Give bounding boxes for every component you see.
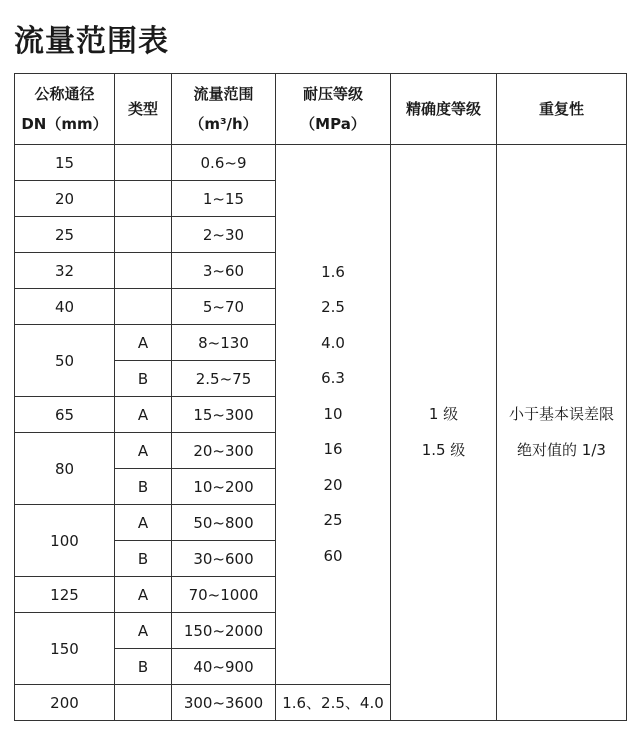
dn-cell: 25 bbox=[15, 217, 115, 253]
dn-cell: 15 bbox=[15, 145, 115, 181]
flow-cell: 150~2000 bbox=[172, 613, 276, 649]
pressure-value: 20 bbox=[323, 475, 343, 494]
repeat-line: 绝对值的 1/3 bbox=[517, 440, 606, 459]
type-cell bbox=[115, 181, 172, 217]
flow-cell: 0.6~9 bbox=[172, 145, 276, 181]
dn-cell: 20 bbox=[15, 181, 115, 217]
header-flow-line1: 流量范围 bbox=[193, 85, 254, 103]
flow-cell: 2.5~75 bbox=[172, 361, 276, 397]
flow-cell: 10~200 bbox=[172, 469, 276, 505]
type-cell: A bbox=[115, 433, 172, 469]
flow-cell: 50~800 bbox=[172, 505, 276, 541]
type-cell: B bbox=[115, 469, 172, 505]
header-pressure bbox=[276, 74, 391, 145]
dn-cell: 40 bbox=[15, 289, 115, 325]
dn-cell: 200 bbox=[15, 685, 115, 721]
dn-cell: 150 bbox=[15, 613, 115, 685]
accuracy-value: 1.5 级 bbox=[421, 440, 466, 459]
header-dn-line1: 公称通径 bbox=[34, 85, 95, 103]
pressure-cell bbox=[276, 145, 391, 685]
pressure-value: 1.6 bbox=[321, 262, 345, 281]
pressure-value: 10 bbox=[323, 404, 343, 423]
type-cell: B bbox=[115, 649, 172, 685]
flow-cell: 20~300 bbox=[172, 433, 276, 469]
table-row bbox=[15, 145, 627, 181]
accuracy-value: 1 级 bbox=[428, 405, 459, 423]
pressure-value: 4.0 bbox=[321, 333, 345, 352]
header-type: 类型 bbox=[115, 74, 172, 145]
pressure-value: 2.5 bbox=[321, 298, 345, 317]
flow-cell: 40~900 bbox=[172, 649, 276, 685]
pressure-value: 6.3 bbox=[321, 369, 345, 388]
type-cell bbox=[115, 253, 172, 289]
type-cell: B bbox=[115, 541, 172, 577]
type-cell: A bbox=[115, 613, 172, 649]
type-cell bbox=[115, 217, 172, 253]
header-dn-line2: DN（mm） bbox=[21, 115, 108, 133]
header-row bbox=[15, 74, 627, 145]
accuracy-cell bbox=[391, 145, 497, 721]
type-cell: A bbox=[115, 325, 172, 361]
flow-cell: 15~300 bbox=[172, 397, 276, 433]
flow-range-table bbox=[14, 73, 627, 721]
type-cell: A bbox=[115, 397, 172, 433]
type-cell: B bbox=[115, 361, 172, 397]
page-title: 流量范围表 bbox=[14, 24, 169, 59]
header-pressure-line1: 耐压等级 bbox=[302, 85, 363, 103]
flow-cell: 30~600 bbox=[172, 541, 276, 577]
pressure-value: 25 bbox=[323, 511, 343, 530]
header-repeat: 重复性 bbox=[497, 74, 627, 145]
pressure-value: 16 bbox=[323, 440, 343, 459]
dn-cell: 80 bbox=[15, 433, 115, 505]
header-accuracy: 精确度等级 bbox=[391, 74, 497, 145]
flow-cell: 3~60 bbox=[172, 253, 276, 289]
flow-cell: 1~15 bbox=[172, 181, 276, 217]
header-flow bbox=[172, 74, 276, 145]
flow-cell: 2~30 bbox=[172, 217, 276, 253]
type-cell bbox=[115, 289, 172, 325]
flow-cell: 8~130 bbox=[172, 325, 276, 361]
pressure-cell-dn200: 1.6、2.5、4.0 bbox=[276, 685, 391, 721]
dn-cell: 65 bbox=[15, 397, 115, 433]
header-flow-line2: （m³/h） bbox=[189, 115, 258, 133]
flow-cell: 300~3600 bbox=[172, 685, 276, 721]
type-cell: A bbox=[115, 577, 172, 613]
repeat-cell bbox=[497, 145, 627, 721]
dn-cell: 50 bbox=[15, 325, 115, 397]
type-cell: A bbox=[115, 505, 172, 541]
dn-cell: 100 bbox=[15, 505, 115, 577]
header-pressure-line2: （MPa） bbox=[300, 115, 366, 133]
dn-cell: 32 bbox=[15, 253, 115, 289]
type-cell bbox=[115, 685, 172, 721]
type-cell bbox=[115, 145, 172, 181]
dn-cell: 125 bbox=[15, 577, 115, 613]
flow-cell: 70~1000 bbox=[172, 577, 276, 613]
header-dn bbox=[15, 74, 115, 145]
repeat-line: 小于基本误差限 bbox=[508, 405, 614, 423]
pressure-value: 60 bbox=[323, 546, 343, 565]
flow-cell: 5~70 bbox=[172, 289, 276, 325]
